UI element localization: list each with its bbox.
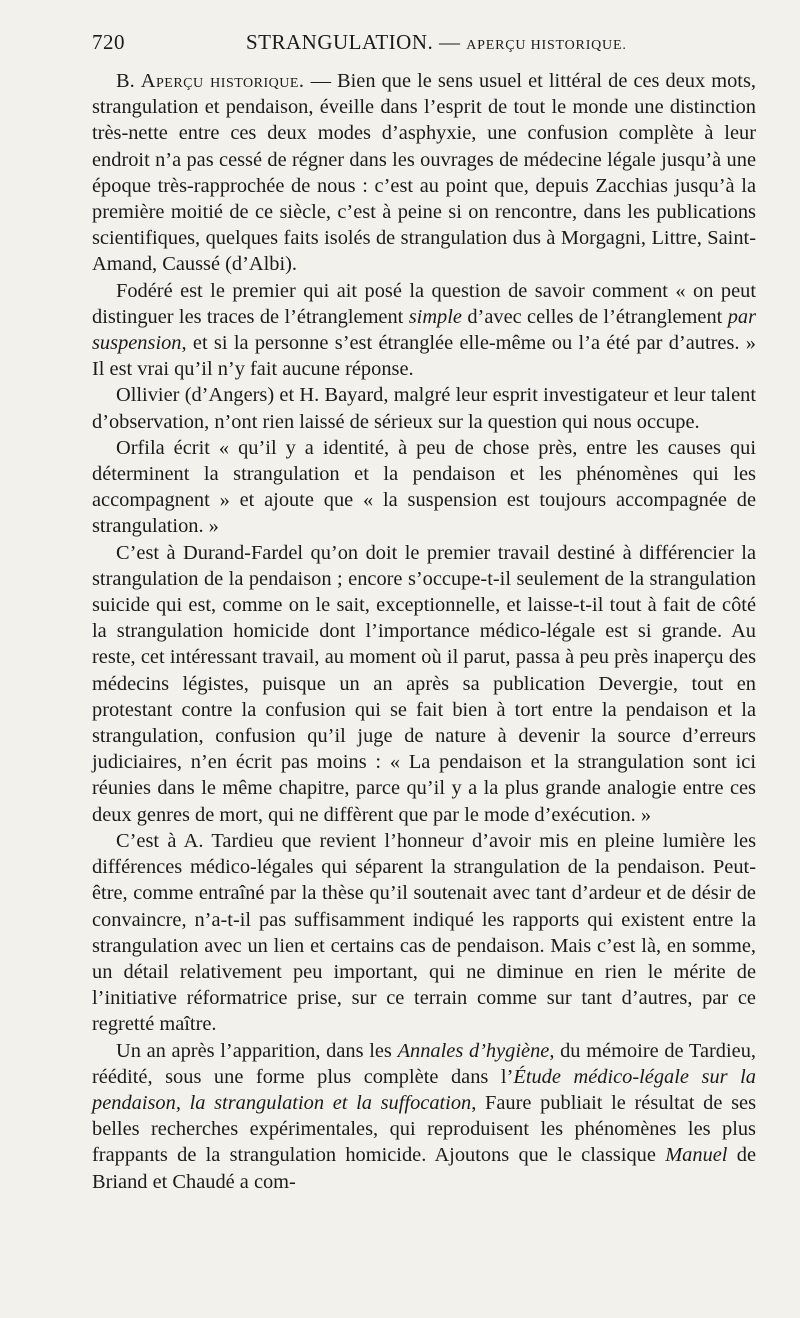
running-title <box>246 30 627 55</box>
paragraph-7-text-c: , Faure publiait le résultat de ses belles recherches expérimentales, qui reproduisent les phénomènes les plus frappants de la strangulation homicide. Ajoutons que le classique <box>92 1091 756 1167</box>
running-title-main: STRANGULATION. <box>246 30 434 54</box>
paragraph-6: C’est à A. Tardieu que revient l’honneur d’avoir mis en pleine lumière les différences médico-légales qui séparent la strangulation de la pendaison. Peut-être, comme entraîné par la thèse qu’il soutenait avec tant d’ardeur et de désir de convaincre, n’a-t-il pas suffisamment indiqué les rapports qui existent entre la strangulation avec un lien et certains cas de pendaison. Mais c’est là, en somme, un détail relativement peu important, qui ne diminue en rien le mérite de l’initiative réformatrice prise, sur ce terrain comme sur tant d’autres, par ce regretté maître. <box>92 829 756 1036</box>
section-label: B. <box>116 70 135 92</box>
section-heading: Aperçu historique. <box>140 70 305 92</box>
paragraph-2-text-c: , et si la personne s’est étranglée elle-même ou l’a été par d’autres. » Il est vrai qu’il n’y fait aucune réponse. <box>92 332 756 381</box>
paragraph-4: Orfila écrit « qu’il y a identité, à peu de chose près, entre les causes qui déterminent la strangulation et la pendaison et les phénomènes qui les accompagnent » et ajoute que « la suspension est toujours accompagnée de strangulation. » <box>92 436 756 538</box>
paragraph-3: Ollivier (d’Angers) et H. Bayard, malgré leur esprit investigateur et leur talent d’observation, n’ont rien laissé de sérieux sur la question qui nous occupe. <box>92 384 756 433</box>
running-title-dash: — <box>433 30 467 54</box>
page-number: 720 <box>92 30 125 54</box>
paragraph-7-emphasis-3: Manuel <box>665 1144 728 1167</box>
paragraph-1 <box>92 68 756 278</box>
paragraph-7-text-b: , du mémoire de Tardieu, réédité, sous une forme plus complète dans l’ <box>92 1039 756 1088</box>
paragraph-5: C’est à Durand-Fardel qu’on doit le premier travail destiné à différencier la strangulation de la pendaison ; encore s’occupe-t-il seulement de la strangulation suicide qui est, comme on le sait, exceptionnelle, et laisse-t-il tout à fait de côté la strangulation homicide dont l’importance médico-légale est si grande. Au reste, cet intéressant travail, au moment où il parut, passa à peu près inaperçu des médecins légistes, puisque un an après sa publication Devergie, tout en protestant contre la confusion qui se fait bien à tort entre la pendaison et la strangulation, confusion qu’il juge de nature à devenir la source d’erreurs judiciaires, n’en écrit pas moins : « La pendaison et la strangulation sont ici réunies dans le même chapitre, parce qu’il y a la plus grande analogie entre ces deux genres de mort, qui ne diffèrent que par le mode d’exécution. » <box>92 541 756 826</box>
running-title-sub: APERÇU HISTORIQUE. <box>466 38 627 53</box>
running-head <box>92 30 756 64</box>
paragraph-7-text-a: Un an après l’apparition, dans les <box>116 1039 398 1062</box>
paragraph-2-emphasis-2: par suspension <box>92 305 757 355</box>
body-text <box>92 68 756 1195</box>
paragraph-2-text-b: d’avec celles de l’étranglement <box>461 305 728 328</box>
paragraph-7-emphasis-2: Étude médico-légale sur la pendaison, la strangulation et la suffocation <box>92 1065 756 1114</box>
paragraph-2-emphasis-1: simple <box>408 305 462 328</box>
paragraph-1-text: Bien que le sens usuel et littéral de ces deux mots, strangulation et pendaison, éveille dans l’esprit de tout le monde une distinction très-nette entre ces deux modes d’asphyxie, une confusion complète à leur endroit n’a pas cessé de régner dans les ouvrages de médecine légale jusqu’à une époque très-rapprochée de nous : c’est au point que, depuis Zacchias jusqu’à la première moitié de ce siècle, c’est à peine si on rencontre, dans les publications scientifiques, quelques faits isolés de strangulation dus à Morgagni, Littre, Saint-Amand, Caussé (d’Albi). <box>92 70 756 276</box>
paragraph-2 <box>92 278 756 383</box>
paragraph-7 <box>92 1038 756 1195</box>
paragraph-7-emphasis-1: Annales d’hygiène <box>397 1039 550 1062</box>
section-dash: — <box>304 70 338 92</box>
paragraph-2-text-a: Fodéré est le premier qui ait posé la question de savoir comment « on peut distinguer les traces de l’étranglement <box>92 279 756 328</box>
paragraph-7-text-d: de Briand et Chaudé a com- <box>92 1144 756 1193</box>
